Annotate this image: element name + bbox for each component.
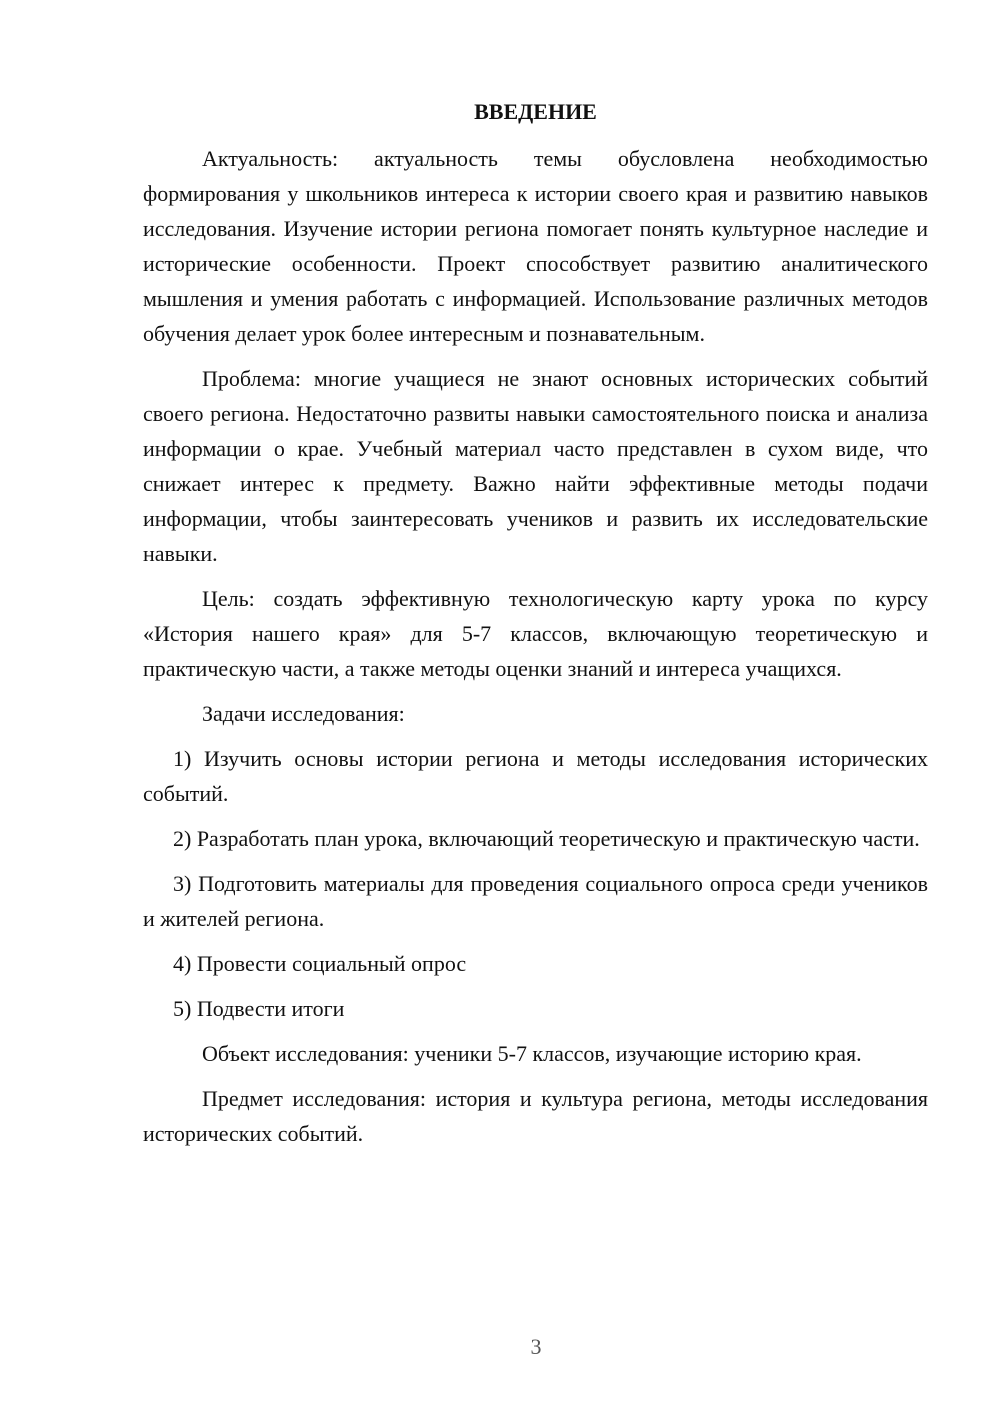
task-item-1: 1) Изучить основы истории региона и методы исследования исторических событий. <box>143 746 928 806</box>
section-heading: ВВЕДЕНИЕ <box>474 99 597 124</box>
relevance-paragraph: Актуальность: актуальность темы обусловлена необходимостью формирования у школьников интереса к истории своего края и развитию навыков исследования. Изучение истории региона помогает понять культурное наследие и исторические особенности. Проект способствует развитию аналитического мышления и умения работать с информацией. Использование различных методов обучения делает урок более интересным и познавательным. <box>143 146 928 346</box>
task-item-3: 3) Подготовить материалы для проведения социального опроса среди учеников и жителей региона. <box>143 871 928 931</box>
task-item-4: 4) Провести социальный опрос <box>173 951 467 976</box>
task-item-5: 5) Подвести итоги <box>173 996 345 1021</box>
task-item-2: 2) Разработать план урока, включающий теоретическую и практическую части. <box>173 826 920 851</box>
object-paragraph: Объект исследования: ученики 5-7 классов, изучающие историю края. <box>202 1041 862 1066</box>
subject-paragraph: Предмет исследования: история и культура региона, методы исследования исторических событий. <box>143 1086 928 1146</box>
page-number: 3 <box>530 1334 542 1359</box>
problem-paragraph: Проблема: многие учащиеся не знают основных исторических событий своего региона. Недостаточно развиты навыки самостоятельного поиска и анализа информации о крае. Учебный материал часто представлен в сухом виде, что снижает интерес к предмету. Важно найти эффективные методы подачи информации, чтобы заинтересовать учеников и развить их исследовательские навыки. <box>143 366 928 566</box>
goal-paragraph: Цель: создать эффективную технологическую карту урока по курсу «История нашего края» для 5-7 классов, включающую теоретическую и практическую части, а также методы оценки знаний и интереса учащихся. <box>143 586 928 681</box>
tasks-title: Задачи исследования: <box>202 701 405 726</box>
page-content <box>143 94 928 1161</box>
